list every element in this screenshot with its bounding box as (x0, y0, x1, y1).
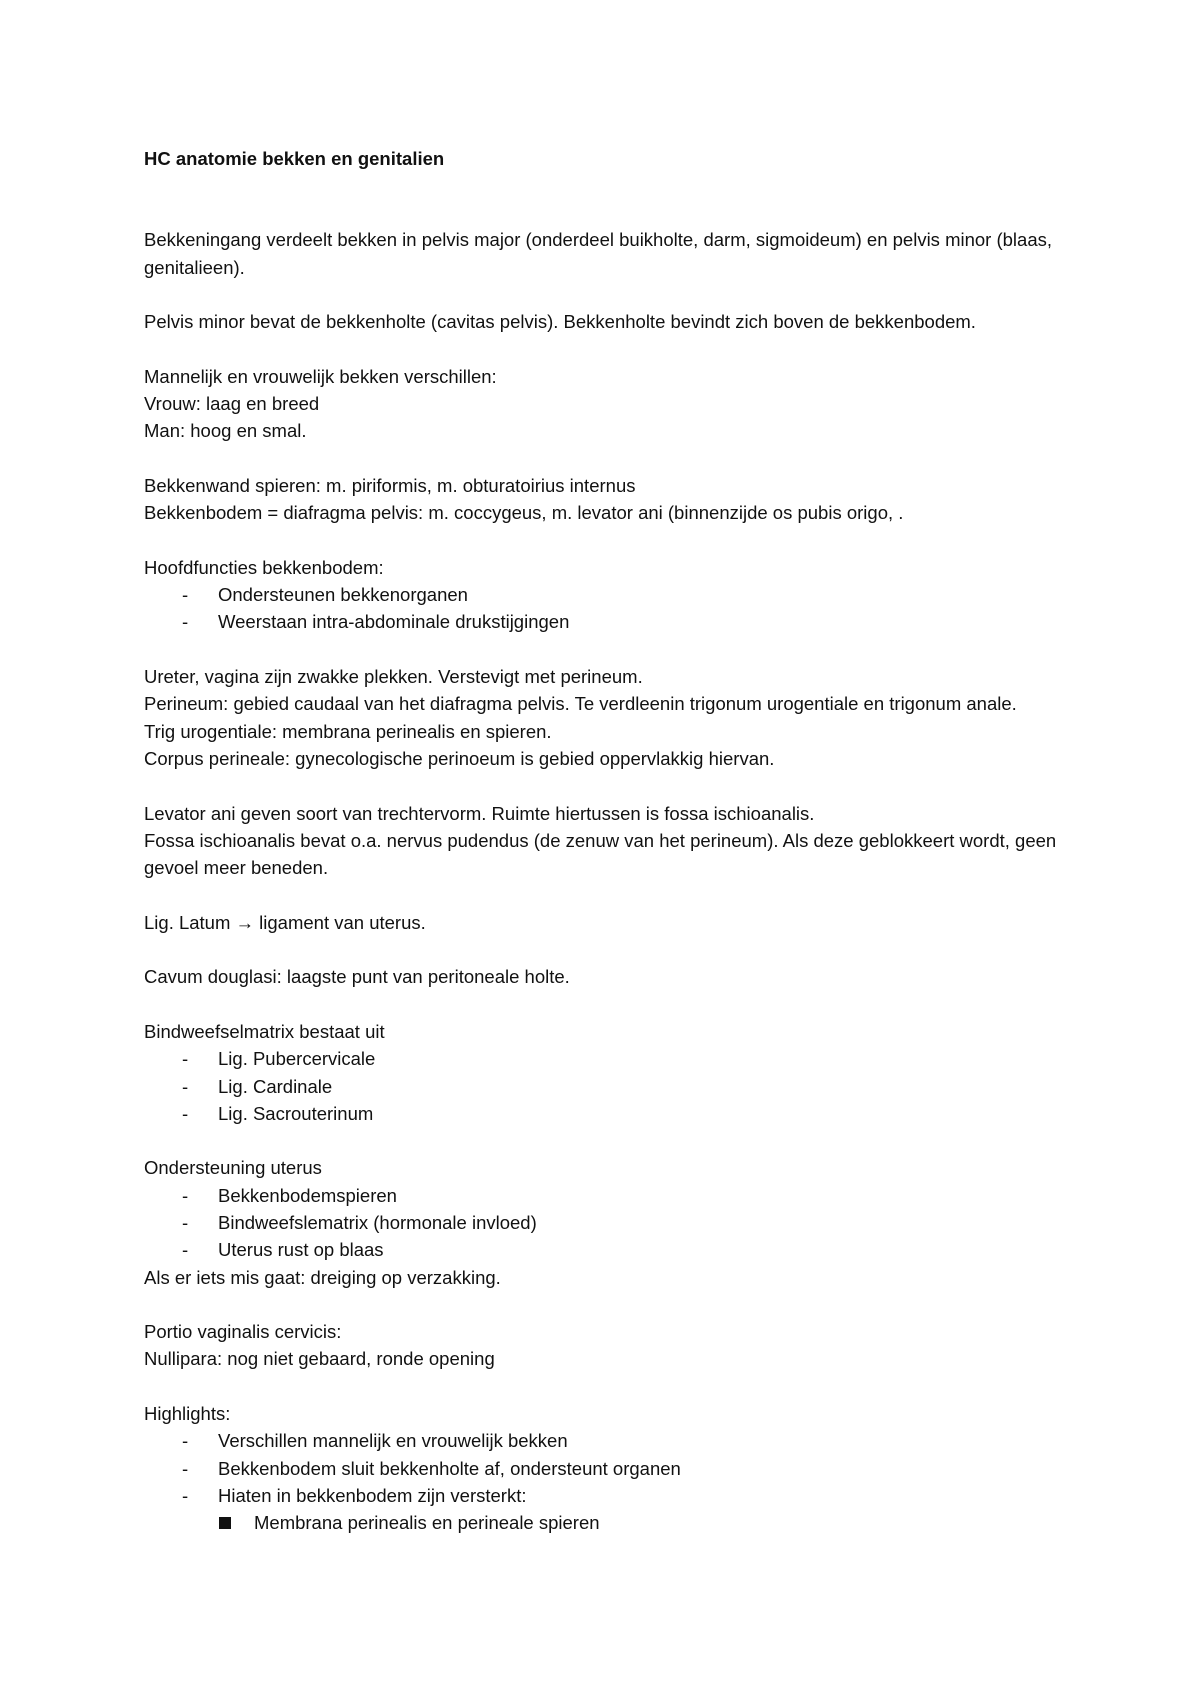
paragraph-pelvis-division: Bekkeningang verdeelt bekken in pelvis major (onderdeel buikholte, darm, sigmoideum) en pelvis minor (blaas, genitalieen). (144, 229, 1052, 278)
pelvic-wall-muscles: Bekkenwand spieren: m. piriformis, m. obturatoirius internus (144, 474, 636, 496)
list-dash: - (182, 1211, 189, 1233)
section-highlights (144, 1400, 1064, 1536)
paragraph-pelvis-minor: Pelvis minor bevat de bekkenholte (cavitas pelvis). Bekkenholte bevindt zich boven de bekkenbodem. (144, 311, 976, 333)
list-item: - Bindweefslematrix (hormonale invloed) (144, 1209, 1064, 1236)
portio-line: Nullipara: nog niet gebaard, ronde opening (144, 1348, 495, 1370)
functions-heading: Hoofdfuncties bekkenbodem: (144, 556, 384, 578)
list-dash: - (182, 1102, 189, 1124)
section-portio (144, 1318, 1064, 1373)
list-item: - Bekkenbodemspieren (144, 1182, 1064, 1209)
section-levator (144, 800, 1064, 882)
list-dash: - (182, 1239, 189, 1261)
list-item: - Lig. Sacrouterinum (144, 1100, 1064, 1127)
list-item: - Ondersteunen bekkenorganen (144, 581, 1064, 608)
document-title: HC anatomie bekken en genitalien (144, 148, 445, 169)
levator-line-1: Levator ani geven soort van trechtervorm. Ruimte hiertussen is fossa ischioanalis. (144, 802, 815, 824)
support-after: Als er iets mis gaat: dreiging op verzakking. (144, 1266, 501, 1288)
list-dash: - (182, 1048, 189, 1070)
sex-differences-heading: Mannelijk en vrouwelijk bekken verschillen: (144, 365, 497, 387)
perineum-line-2: Perineum: gebied caudaal van het diafragma pelvis. Te verdleenin trigonum urogentiale en trigonum anale. (144, 693, 1017, 715)
matrix-list (144, 1045, 1064, 1127)
functions-list (144, 581, 1064, 636)
section-sex-differences (144, 363, 1064, 445)
list-dash: - (182, 584, 189, 606)
list-item: - Uterus rust op blaas (144, 1236, 1064, 1263)
square-bullet-icon (219, 1517, 231, 1529)
document-content (144, 145, 1064, 1537)
matrix-heading: Bindweefselmatrix bestaat uit (144, 1020, 385, 1042)
section-perineum (144, 663, 1064, 772)
section-matrix (144, 1018, 1064, 1127)
sex-differences-man: Man: hoog en smal. (144, 420, 307, 442)
list-dash: - (182, 1184, 189, 1206)
list-dash: - (182, 611, 189, 633)
list-dash: - (182, 1484, 189, 1506)
paragraph-cavum-douglasi: Cavum douglasi: laagste punt van peritoneale holte. (144, 966, 570, 988)
list-item: - Verschillen mannelijk en vrouwelijk bekken (144, 1427, 1064, 1454)
list-item: - Bekkenbodem sluit bekkenholte af, ondersteunt organen (144, 1455, 1064, 1482)
list-item: Membrana perinealis en perineale spieren (144, 1509, 1064, 1536)
list-dash: - (182, 1430, 189, 1452)
perineum-line-4: Corpus perineale: gynecologische perinoeum is gebied oppervlakkig hiervan. (144, 747, 775, 769)
sex-differences-woman: Vrouw: laag en breed (144, 393, 320, 415)
pelvic-floor-muscles: Bekkenbodem = diafragma pelvis: m. coccygeus, m. levator ani (binnenzijde os pubis origo, . (144, 502, 904, 524)
perineum-line-3: Trig urogentiale: membrana perinealis en spieren. (144, 720, 552, 742)
support-list (144, 1182, 1064, 1264)
perineum-line-1: Ureter, vagina zijn zwakke plekken. Verstevigt met perineum. (144, 666, 643, 688)
list-item: - Weerstaan intra-abdominale drukstijgingen (144, 608, 1064, 635)
section-uterus-support (144, 1154, 1064, 1290)
list-item: - Hiaten in bekkenbodem zijn versterkt: (144, 1482, 1064, 1509)
highlights-list (144, 1427, 1064, 1509)
list-dash: - (182, 1075, 189, 1097)
portio-heading: Portio vaginalis cervicis: (144, 1321, 342, 1343)
list-item: - Lig. Pubercervicale (144, 1045, 1064, 1072)
list-item: - Lig. Cardinale (144, 1073, 1064, 1100)
highlights-sublist (144, 1509, 1064, 1536)
highlights-heading: Highlights: (144, 1403, 231, 1425)
section-functions (144, 554, 1064, 636)
arrow-right-icon: → (235, 911, 255, 933)
levator-line-2: Fossa ischioanalis bevat o.a. nervus pudendus (de zenuw van het perineum). Als deze geblokkeert wordt, geen gevoel meer beneden. (144, 829, 1057, 879)
paragraph-lig-latum: Lig. Latum → ligament van uterus. (144, 911, 426, 933)
section-muscles (144, 472, 1064, 527)
support-heading: Ondersteuning uterus (144, 1157, 322, 1179)
list-dash: - (182, 1457, 189, 1479)
